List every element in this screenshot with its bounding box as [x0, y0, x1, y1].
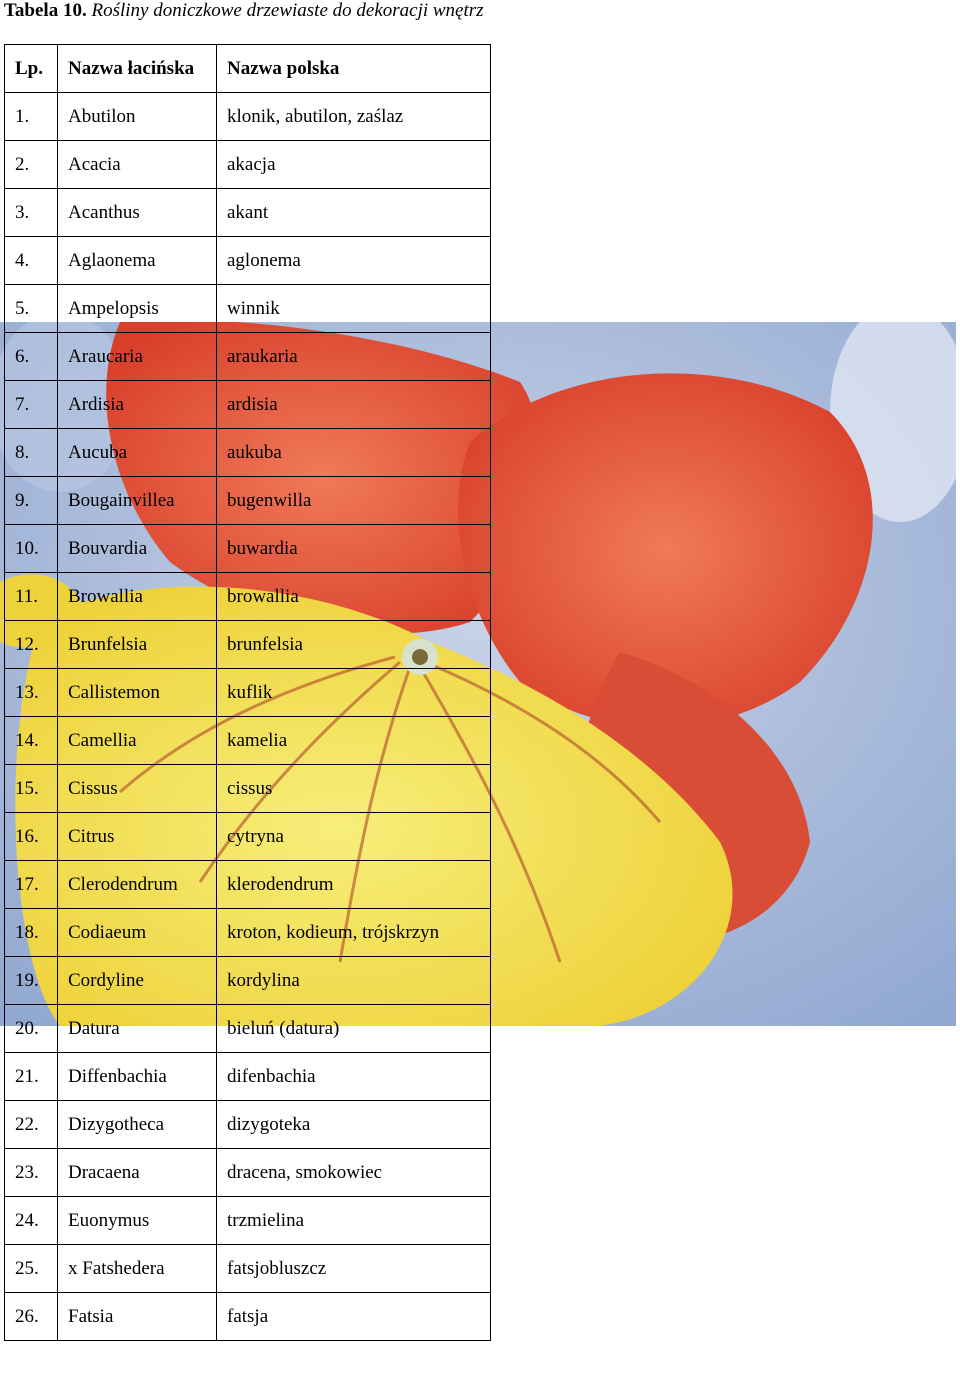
cell-latin-name: Araucaria — [58, 333, 217, 381]
cell-lp: 12. — [5, 621, 58, 669]
table-caption-label: Tabela 10. — [4, 0, 87, 21]
cell-polish-name: trzmielina — [217, 1197, 491, 1245]
cell-polish-name: bieluń (datura) — [217, 1005, 491, 1053]
cell-latin-name: Citrus — [58, 813, 217, 861]
table-row — [5, 1005, 491, 1053]
header-polish-name: Nazwa polska — [217, 45, 491, 93]
cell-latin-name: Brunfelsia — [58, 621, 217, 669]
cell-polish-name: aukuba — [217, 429, 491, 477]
cell-lp: 7. — [5, 381, 58, 429]
table-row — [5, 573, 491, 621]
cell-latin-name: Acanthus — [58, 189, 217, 237]
cell-latin-name: Clerodendrum — [58, 861, 217, 909]
table-row — [5, 333, 491, 381]
cell-polish-name: kamelia — [217, 717, 491, 765]
cell-lp: 11. — [5, 573, 58, 621]
cell-latin-name: Ardisia — [58, 381, 217, 429]
table-row — [5, 429, 491, 477]
table-row — [5, 141, 491, 189]
cell-lp: 20. — [5, 1005, 58, 1053]
table-row — [5, 1293, 491, 1341]
cell-lp: 17. — [5, 861, 58, 909]
cell-polish-name: brunfelsia — [217, 621, 491, 669]
cell-latin-name: Euonymus — [58, 1197, 217, 1245]
cell-latin-name: Codiaeum — [58, 909, 217, 957]
cell-latin-name: Acacia — [58, 141, 217, 189]
cell-latin-name: Aglaonema — [58, 237, 217, 285]
cell-latin-name: Datura — [58, 1005, 217, 1053]
cell-polish-name: ardisia — [217, 381, 491, 429]
cell-polish-name: winnik — [217, 285, 491, 333]
header-lp: Lp. — [5, 45, 58, 93]
cell-lp: 18. — [5, 909, 58, 957]
cell-lp: 24. — [5, 1197, 58, 1245]
cell-lp: 23. — [5, 1149, 58, 1197]
table-caption — [4, 0, 484, 24]
table-row — [5, 1149, 491, 1197]
cell-latin-name: Cissus — [58, 765, 217, 813]
cell-lp: 25. — [5, 1245, 58, 1293]
cell-polish-name: klonik, abutilon, zaślaz — [217, 93, 491, 141]
cell-lp: 4. — [5, 237, 58, 285]
cell-polish-name: kuflik — [217, 669, 491, 717]
cell-latin-name: Cordyline — [58, 957, 217, 1005]
table-row — [5, 957, 491, 1005]
cell-lp: 16. — [5, 813, 58, 861]
cell-polish-name: cissus — [217, 765, 491, 813]
cell-lp: 9. — [5, 477, 58, 525]
cell-latin-name: x Fatshedera — [58, 1245, 217, 1293]
cell-lp: 1. — [5, 93, 58, 141]
cell-lp: 26. — [5, 1293, 58, 1341]
table-body — [5, 93, 491, 1341]
table-row — [5, 381, 491, 429]
table-caption-title: Rośliny doniczkowe drzewiaste do dekoracji wnętrz — [91, 0, 484, 21]
table-row — [5, 1053, 491, 1101]
table-row — [5, 477, 491, 525]
table-row — [5, 813, 491, 861]
header-latin-name: Nazwa łacińska — [58, 45, 217, 93]
cell-latin-name: Dracaena — [58, 1149, 217, 1197]
cell-latin-name: Bouvardia — [58, 525, 217, 573]
cell-lp: 14. — [5, 717, 58, 765]
cell-latin-name: Dizygotheca — [58, 1101, 217, 1149]
cell-polish-name: buwardia — [217, 525, 491, 573]
table-row — [5, 237, 491, 285]
table-row — [5, 717, 491, 765]
table-row — [5, 285, 491, 333]
table-row — [5, 765, 491, 813]
cell-lp: 21. — [5, 1053, 58, 1101]
cell-lp: 5. — [5, 285, 58, 333]
cell-polish-name: akacja — [217, 141, 491, 189]
cell-polish-name: klerodendrum — [217, 861, 491, 909]
table-row — [5, 1245, 491, 1293]
table-row — [5, 621, 491, 669]
cell-latin-name: Aucuba — [58, 429, 217, 477]
cell-lp: 15. — [5, 765, 58, 813]
table-row — [5, 1101, 491, 1149]
cell-polish-name: aglonema — [217, 237, 491, 285]
cell-lp: 19. — [5, 957, 58, 1005]
cell-polish-name: kordylina — [217, 957, 491, 1005]
cell-latin-name: Camellia — [58, 717, 217, 765]
cell-polish-name: dizygoteka — [217, 1101, 491, 1149]
plants-table — [4, 44, 491, 1341]
cell-latin-name: Abutilon — [58, 93, 217, 141]
table-row — [5, 1197, 491, 1245]
cell-lp: 22. — [5, 1101, 58, 1149]
cell-polish-name: browallia — [217, 573, 491, 621]
cell-polish-name: cytryna — [217, 813, 491, 861]
table-row — [5, 909, 491, 957]
cell-polish-name: kroton, kodieum, trójskrzyn — [217, 909, 491, 957]
cell-polish-name: fatsjobluszcz — [217, 1245, 491, 1293]
cell-latin-name: Ampelopsis — [58, 285, 217, 333]
table-row — [5, 669, 491, 717]
cell-lp: 8. — [5, 429, 58, 477]
cell-latin-name: Browallia — [58, 573, 217, 621]
cell-latin-name: Diffenbachia — [58, 1053, 217, 1101]
cell-lp: 2. — [5, 141, 58, 189]
table-row — [5, 189, 491, 237]
cell-lp: 13. — [5, 669, 58, 717]
cell-polish-name: fatsja — [217, 1293, 491, 1341]
cell-lp: 3. — [5, 189, 58, 237]
cell-latin-name: Bougainvillea — [58, 477, 217, 525]
cell-latin-name: Fatsia — [58, 1293, 217, 1341]
cell-polish-name: akant — [217, 189, 491, 237]
cell-latin-name: Callistemon — [58, 669, 217, 717]
cell-lp: 6. — [5, 333, 58, 381]
table-row — [5, 861, 491, 909]
cell-polish-name: bugenwilla — [217, 477, 491, 525]
cell-polish-name: araukaria — [217, 333, 491, 381]
cell-lp: 10. — [5, 525, 58, 573]
table-row — [5, 93, 491, 141]
table-header-row — [5, 45, 491, 93]
cell-polish-name: dracena, smokowiec — [217, 1149, 491, 1197]
table-row — [5, 525, 491, 573]
cell-polish-name: difenbachia — [217, 1053, 491, 1101]
